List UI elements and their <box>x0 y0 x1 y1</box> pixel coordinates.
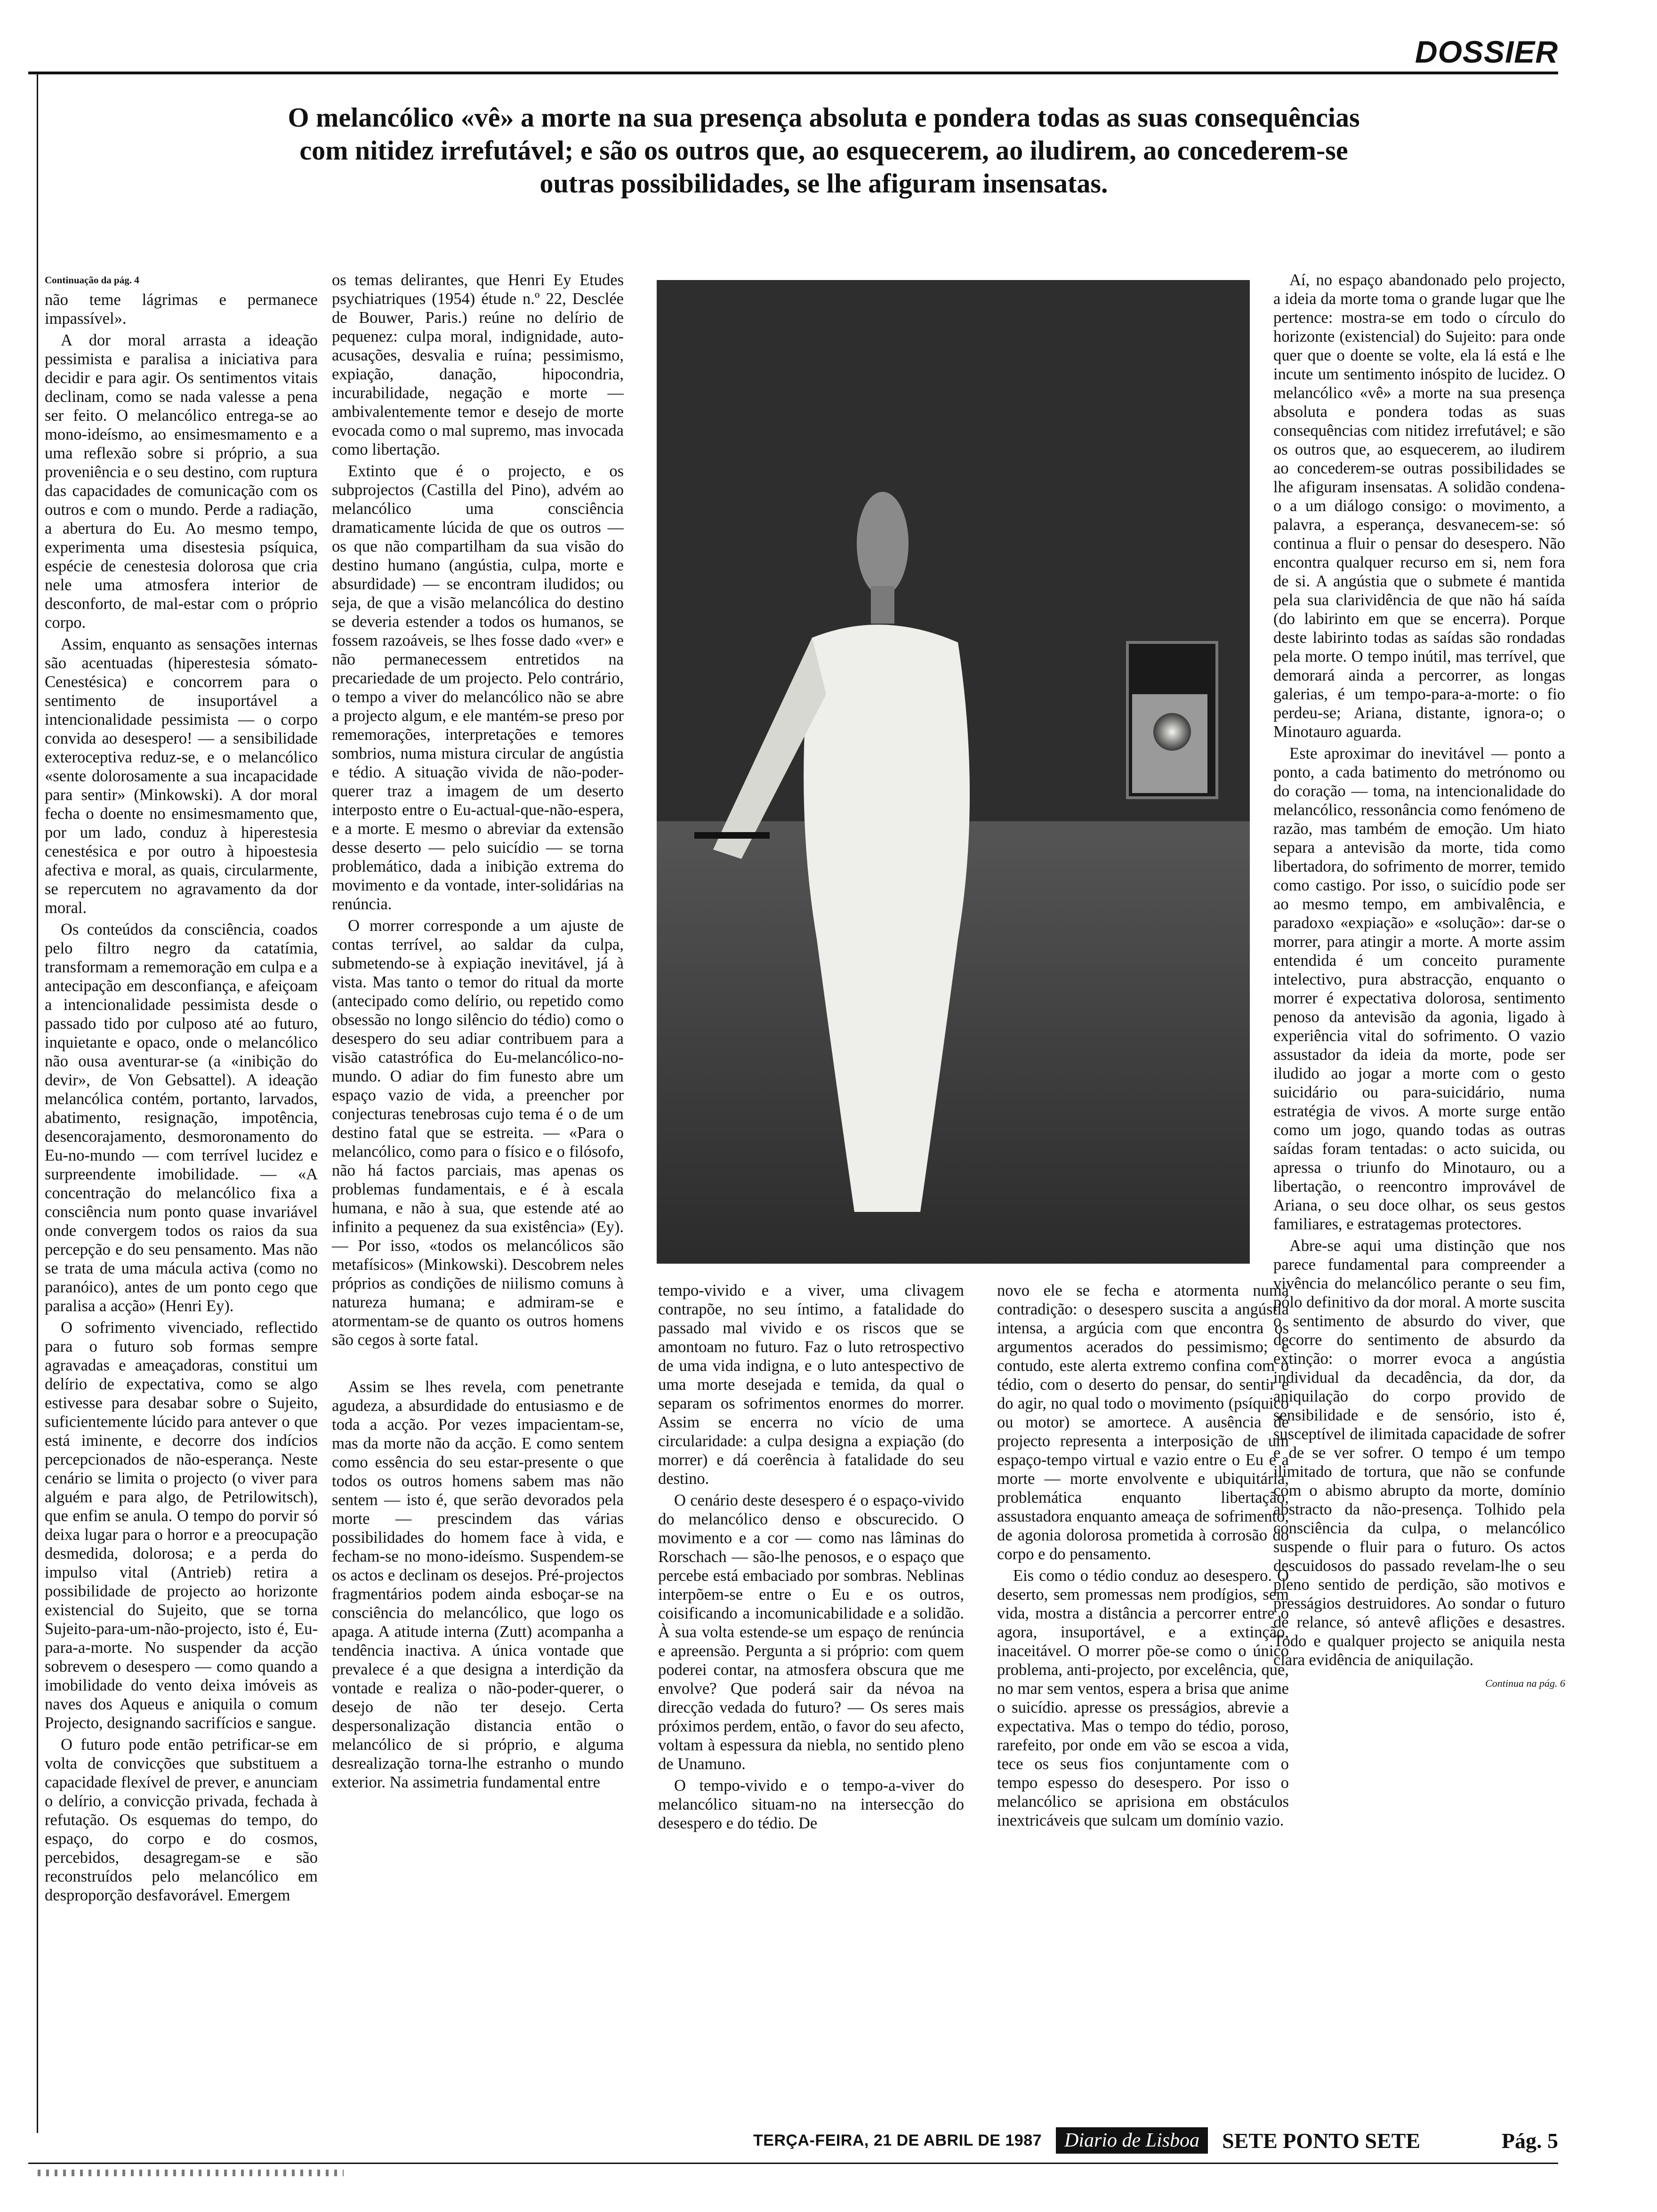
paragraph: O tempo-vivido e o tempo-a-viver do melancólico situam-no na intersecção do desespero e do tédio. De <box>658 1777 964 1832</box>
print-marks <box>38 2170 344 2176</box>
headline: O melancólico «vê» a morte na sua presença absoluta e pondera todas as suas consequências com nitidez irrefutável; e são os outros que, ao esquecerem, ao iludirem, ao concederem-se outras possibilidades, se lhe afiguram insensatas. <box>288 102 1360 199</box>
paragraph: Assim se lhes revela, com penetrante agudeza, a absurdidade do entusiasmo e de toda a acção. Por vezes impacientam-se, mas da morte não da acção. E como sentem como essência do seu estar-presente o que todos os outros homens sabem mas não sentem — isto é, que serão devorados pela morte — prescindem das várias possibilidades do homem face à vida, e fecham-se no mono-ideísmo. Suspendem-se os actos e declinam os desejos. Pré-projectos fragmentários podem ainda esboçar-se na consciência do melancólico, que logo os apaga. A atitude interna (Zutt) acompanha a tendência inactiva. A única vontade que prevalece é a que designa a interdição da vontade e realiza o não-poder-querer, o desejo de não ter desejo. Certa despersonalização distancia então o melancólico de si próprio, e alguma desrealização torna-lhe estranho o mundo exterior. Na assimetria fundamental entre <box>332 1378 624 1791</box>
column-2 <box>332 271 624 1792</box>
footer-date: TERÇA-FEIRA, 21 DE ABRIL DE 1987 <box>753 2131 1042 2149</box>
column-1 <box>45 271 318 1905</box>
footer <box>753 2124 1558 2157</box>
paragraph: O morrer corresponde a um ajuste de contas terrível, ao saldar da culpa, submetendo-se à expiação inevitável, já à vista. Mas tanto o temor do ritual da morte (antecipado como delírio, ou repetido como obsessão no longo silêncio do tédio) como o desespero do seu adiar contribuem para a visão catastrófica do Eu-melancólico-no-mundo. O adiar do fim funesto abre um espaço vazio de vida, a preencher por conjecturas tenebrosas cujo tema é o de um destino fatal que se estreita. — «Para o melancólico, como para o físico e o filósofo, não há factos parciais, mas apenas os problemas fundamentais, e é à escala humana, e não à sua, que estende até ao infinito a pequenez da sua existência» (Ey). — Por isso, «todos os melancólicos são metafísicos» (Minkowski). Descobrem neles próprios as condições de niilismo comuns à natureza humana; e admiram-se e atormentam-se de quanto os outros homens são cegos à sorte fatal. <box>332 917 624 1349</box>
paragraph: A dor moral arrasta a ideação pessimista e paralisa a iniciativa para decidir e para agir. Os sentimentos vitais declinam, como se nada valesse a pena ser feito. O melancólico entrega-se ao mono-ideísmo, ao ensimesmamento e a uma reflexão sobre si próprio, a sua proveniência e o seu destino, com ruptura das capacidades de comunicação com os outros e com o mundo. Perde a radiação, a abertura do Eu. Ao mesmo tempo, experimenta uma disestesia psíquica, espécie de cenestesia dolorosa que cria nele uma atmosfera interior de desconforto, de mal-estar com o próprio corpo. <box>45 331 318 632</box>
paragraph: O cenário deste desespero é o espaço-vivido do melancólico denso e obscurecido. O movimento e a cor — como nas lâminas do Rorschach — são-lhe penosos, e o espaço que percebe está embaciado por sombras. Neblinas interpõem-se entre o Eu e os outros, coisificando a incomunicabilidade e a solidão. À sua volta estende-se um espaço de renúncia e apreensão. Pergunta a si próprio: com quem poderei contar, na atmosfera obscura que me envolve? Que poderá sair da névoa na direcção vedada do futuro? — Os seres mais próximos perdem, então, o favor do seu afecto, voltam à espessura da niebla, no sentido pleno de Unamuno. <box>658 1491 964 1773</box>
illustration-photo <box>657 280 1250 1264</box>
paragraph: Aí, no espaço abandonado pelo projecto, a ideia da morte toma o grande lugar que lhe pertence: mostra-se em todo o círculo do horizonte (existencial) do Sujeito: para onde quer que o doente se volte, ela lá está e lhe incute um sentimento inóspito de lucidez. O melancólico «vê» a morte na sua presença absoluta e pondera todas as suas consequências com nitidez irrefutável; e são os outros que, ao esquecerem, ao iludirem ao concederem-se outras possibilidades se lhe afiguram insensatas. A solidão condena-o a um diálogo consigo: o movimento, a palavra, a esperança, desvanecem-se: só continua a fluir o pensar do desespero. Não encontra qualquer recurso em si, nem fora de si. A angústia que o submete é mantida pela sua clarividência de que não há saída (do labirinto em que se encerra). Porque deste labirinto todas as saídas são rondadas pela morte. O tempo inútil, mas terrível, que demorará ainda a percorrer, as longas galerias, é um tempo-para-a-morte: o fio perdeu-se; Ariana, distante, ignora-o; o Minotauro aguarda. <box>1273 271 1565 741</box>
continuation-from: Continuação da pág. 4 <box>45 274 139 286</box>
column-4 <box>997 1281 1289 1830</box>
paragraph: O futuro pode então petrificar-se em volta de convicções que substituem a capacidade flexível de prever, e anunciam o delírio, a convicção privada, fechada à refutação. Os esquemas do tempo, do espaço, do corpo e do cosmos, percebidos, desagregam-se e são reconstruídos pelo melancólico em desproporção desfavorável. Emergem <box>45 1736 318 1904</box>
paragraph: Assim, enquanto as sensações internas são acentuadas (hiperestesia sómato-Cenestésica) e concorrem para o sentimento de insuportável a intencionalidade pessimista — o corpo convida ao desespero! — a sensibilidade exteroceptiva reduz-se, e o melancólico «sente dolorosamente a sua incapacidade para sentir» (Minkowski). A dor moral fecha o doente no ensimesmamento que, por um lado, conduz à hiperestesia cenestésica e por outro à hipoestesia afectiva e moral, as quais, circularmente, se repercutem no agravamento da dor moral. <box>45 635 318 917</box>
painting-figure <box>657 280 1250 1264</box>
paragraph: Abre-se aqui uma distinção que nos parece fundamental para compreender a vivência do melancólico perante o seu fim, pólo definitivo da dor moral. A morte suscita o sentimento de absurdo do viver, que decorre do sentimento de absurdo da extinção: o morrer evoca a angústia individual da decadência, da dor, da aniquilação do corpo provido de sensibilidade e de sensório, isto é, susceptível de ilimitada capacidade de sofrer e de se ver sofrer. O tempo é um tempo ilimitado de tortura, que não se confunde com o abismo abrupto da morte, domínio abstracto da não-presença. Tolhido pela consciência da culpa, o melancólico suspende o fluir para o futuro. Os actos descuidosos do passado revelam-lhe o seu pleno sentido de perdição, são motivos e presságios destruidores. Ao sondar o futuro de relance, só antevê aflições e desastres. Todo e qualquer projecto se aniquila nesta clara evidência de aniquilação. <box>1273 1237 1565 1669</box>
paragraph: tempo-vivido e a viver, uma clivagem contrapõe, no seu íntimo, a fatalidade do passado mal vivido e os riscos que se amontoam no futuro. Faz o luto retrospectivo de uma vida indigna, e o luto antespectivo de uma morte desejada e temida, da qual o separam os sofrimentos enormes do morrer. Assim se encerra no vício de uma circularidade: a culpa designa a expiação (do morrer) e dá coerência à fatalidade do seu destino. <box>658 1282 964 1488</box>
column-3 <box>658 1281 964 1833</box>
column-5 <box>1273 271 1565 1693</box>
paragraph: não teme lágrimas e permanece impassível». <box>45 291 318 328</box>
paragraph: Os conteúdos da consciência, coados pelo filtro negro da catatímia, transformam a rememoração em culpa e a antecipação em desconfiança, e afeiçoam a intencionalidade pessimista desde o passado tido por culposo até ao futuro, inquietante e opaco, onde o melancólico não ousa aventurar-se (a «inibição do devir», de Von Gebsattel). A ideação melancólica contém, portanto, larvados, abatimento, resignação, impotência, desencorajamento, desmoronamento do Eu-no-mundo — com terrível lucidez e surpreendente imobilidade. — «A concentração do melancólico fixa a consciência num ponto quase invariável onde convergem todos os raios da sua percepção e do seu pensamento. Mas não se trata de uma mácula activa (como no paranóico), antes de um ponto cego que paralisa a acção» (Henri Ey). <box>45 921 318 1315</box>
section-label: DOSSIER <box>1415 34 1558 69</box>
newspaper-logo: Diario de Lisboa <box>1056 2127 1208 2154</box>
supplement-name: SETE PONTO SETE <box>1222 2128 1421 2153</box>
top-rule <box>28 72 1558 74</box>
page-number: Pág. 5 <box>1501 2128 1558 2153</box>
footer-rule <box>28 2163 1558 2164</box>
paragraph: O sofrimento vivenciado, reflectido para o futuro sob formas sempre agravadas e ameaçadoras, constitui um delírio de expectativa, como se algo estivesse para desabar sobre o Sujeito, suficientemente lúcido para antever o que está iminente, e decorre dos indícios percepcionados de não-esperança. Neste cenário se limita o projecto (o viver para alguém e para algo, de Petrilowitsch), que enfim se anula. O tempo do porvir só deixa lugar para o horror e a preocupação desmedida, dolorosa; e a perda do impulso vital (Antrieb) retira a possibilidade de projecto ao horizonte existencial do Sujeito, que se torna Sujeito-para-um-não-projecto, isto é, Eu-para-a-morte. No suspender da acção sobrevem o desespero — como quando a imobilidade do vento deixa imóveis as naves dos Aqueus e aniquila o comum Projecto, designando sacrifícios e sangue. <box>45 1319 318 1732</box>
paragraph: Este aproximar do inevitável — ponto a ponto, a cada batimento do metrónomo ou do coração — toma, na intencionalidade do melancólico, ressonância como fenómeno de razão, mas também de emoção. Um hiato separa a antevisão da morte, tida como libertadora, do sofrimento de morrer, temido como castigo. Por isso, o suicídio pode ser ao mesmo tempo, em ambivalência, e paradoxo «expiação» e «solução»: dar-se o morrer, para atingir a morte. A morte assim entendida é um conceito puramente intelectivo, pura abstracção, enquanto o morrer é expectativa dolorosa, sentimento penoso da antevisão da agonia, ligado à experiência vital do sofrimento. O vazio assustador da ideia da morte, pode ser iludido ao jogar a morte com o gesto suicidário ou para-suicidário, numa estratégia de vivos. A morte surge então como um jogo, quando todas as outras saídas foram tentadas: o acto suicida, ou apressa o triunfo do Minotauro, ou a libertação, o reencontro improvável de Ariana, o seu doce olhar, os seus gestos familiares, e estratagemas protectores. <box>1273 745 1565 1233</box>
paragraph: Eis como o tédio conduz ao desespero. O deserto, sem promessas nem prodígios, sem vida, mostra a distância a percorrer entre o agora, insuportável, e a extinção, inaceitável. O morrer põe-se como o único problema, anti-projecto, por excelência, que, no mar sem ventos, espera a brisa que anime o suicídio. apresse os presságios, abrevie a expectativa. Mas o tempo do tédio, poroso, rarefeito, por onde em vão se escoa a vida, tece os seus fios conjuntamente com o tempo espesso do desespero. Por isso o melancólico se aprisiona em obstáculos inextricáveis que sulcam um domínio vazio. <box>997 1567 1289 1829</box>
continuation-to: Continua na pág. 6 <box>1485 1677 1565 1689</box>
paragraph: os temas delirantes, que Henri Ey Etudes psychiatriques (1954) étude n.º 22, Desclée de Bouwer, Paris.) reúne no delírio de pequenez: culpa moral, indignidade, auto-acusações, desvalia e ruína; pessimismo, expiação, danação, hipocondria, incurabilidade, negação e morte — ambivalentemente temor e desejo de morte evocada como o mal supremo, mas invocada como libertação. <box>332 271 624 458</box>
paragraph: novo ele se fecha e atormenta numa contradição: o desespero suscita a angústia intensa, a argúcia com que encontra os argumentos acerados do pessimismo; e contudo, este alerta extremo confina com o tédio, com o deserto do pensar, do sentir e do agir, no qual todo o movimento (psíquico ou motor) se amortece. A ausência de projecto representa a interposição de um espaço-tempo virtual e vazio entre o Eu e a morte — morte envolvente e ubiquitária, problemática enquanto libertação, assustadora enquanto ameaça de sofrimento, de agonia dolorosa prometida à corrosão do corpo e do pensamento. <box>997 1282 1289 1563</box>
left-rule <box>37 72 38 2133</box>
paragraph: Extinto que é o projecto, e os subprojectos (Castilla del Pino), advém ao melancólico uma consciência dramaticamente lúcida de que os outros — os que não compartilham da sua visão do destino humano (angústia, culpa, morte e absurdidade) — se encontram iludidos; ou seja, de que a visão melancólica do destino se deveria estender a todos os humanos, se fossem razoáveis, se lhes fosse dado «ver» e não permanecessem entretidos na precariedade de um projecto. Pelo contrário, o tempo a viver do melancólico não se abre a projecto algum, e ele mantém-se preso por rememorações, interpretações e temores sombrios, numa mistura circular de angústia e tédio. A situação vivida de não-poder-querer traz a imagem de um deserto interposto entre o Eu-actual-que-não-espera, e a morte. E mesmo o abreviar da extensão desse deserto — pelo suicídio — se torna problemático, dada a inibição extrema do movimento e da vontade, inter-solidárias na renúncia. <box>332 462 624 913</box>
